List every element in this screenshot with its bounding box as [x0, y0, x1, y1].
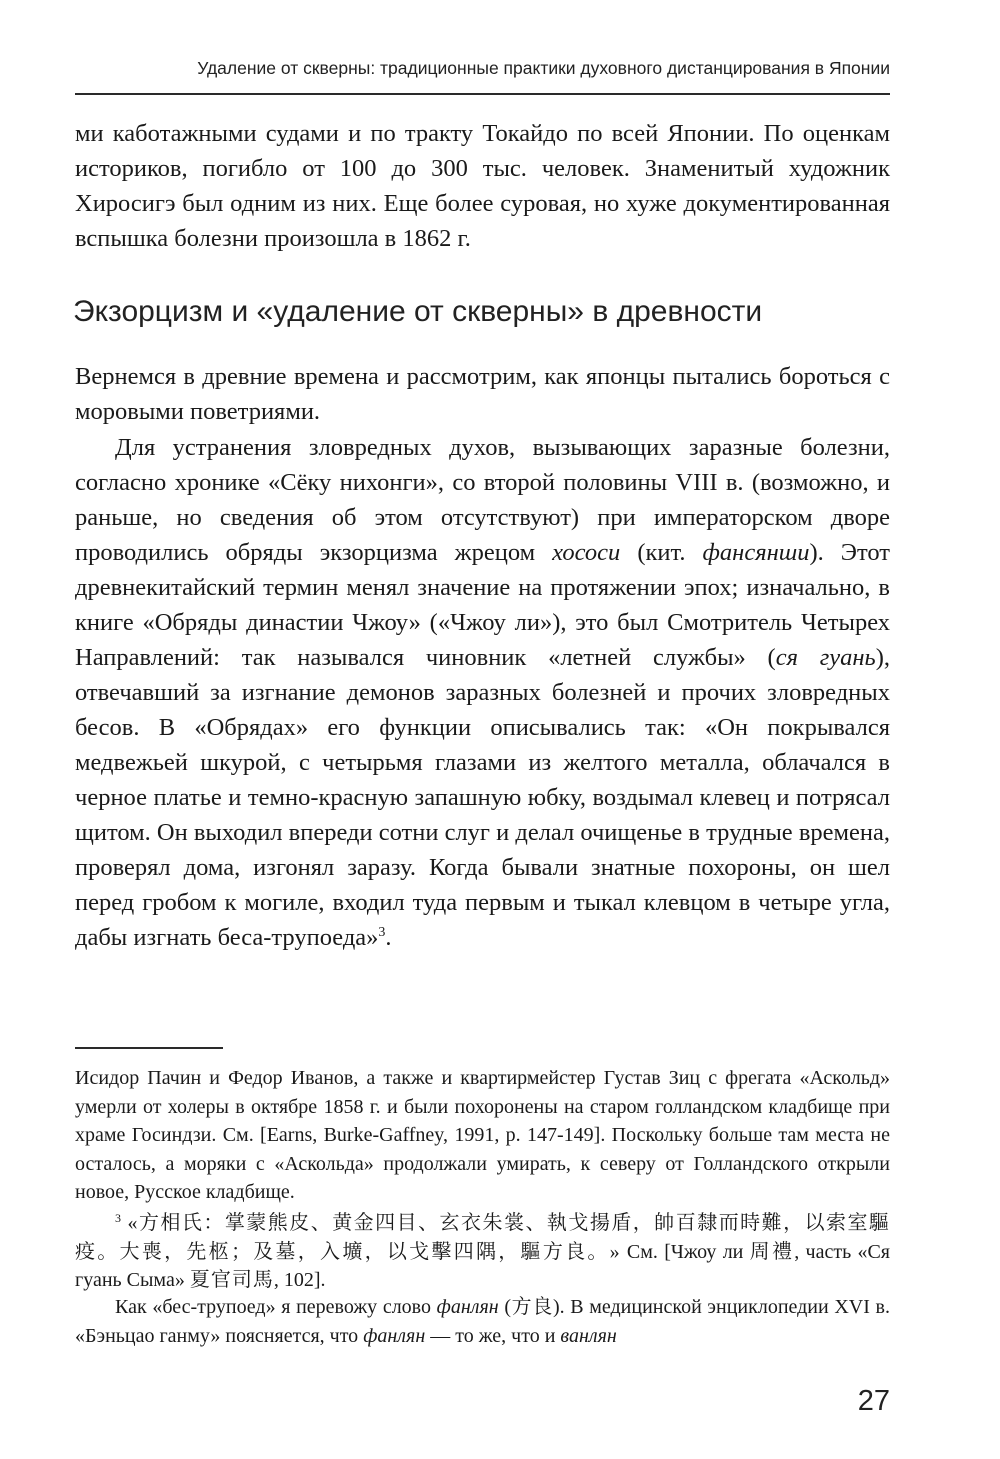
- paragraph-exorcism: [75, 430, 890, 955]
- cjk-title: 夏官司馬: [189, 1269, 274, 1291]
- text-run: ), отвечавший за изгнание демонов заразных болезней и прочих зловредных бесов. В «Обрядах» его функции описывались так: «Он покрывался медвежьей шкурой, с четырьмя глазами из желтого металла, облачался в черное платье и темно-красную запашную юбку, воздымал клевец и потрясал щитом. Он выходил впереди сотни слуг и делал очищенье в трудные времена, проверял дома, изгонял заразу. Когда бывали знатные похороны, он шел перед гробом к могиле, входил туда первым и тыкал клевцом в четыре угла, дабы изгнать беса-трупоеда»: [75, 644, 891, 951]
- text-run: (方良). В медицинской энциклопедии XVI в. «Бэньцао ганму» поясняется, что: [75, 1296, 890, 1347]
- term-fansyanshi: фансянши: [702, 539, 810, 566]
- text-run: (кит.: [620, 539, 703, 566]
- text-run: Как «бес-трупоед» я перевожу слово: [115, 1296, 437, 1318]
- term-fanlyan: фанлян: [436, 1296, 499, 1318]
- footnote-3-continuation: [75, 1293, 890, 1350]
- text-run: См. [Чжоу ли: [620, 1240, 750, 1263]
- term-hososi: хососи: [552, 539, 621, 566]
- footnote-rule: [75, 1047, 223, 1049]
- footnote-reference: 3: [378, 925, 386, 940]
- section-heading: Экзорцизм и «удаление от скверны» в древности: [73, 295, 763, 328]
- header-rule: [75, 93, 890, 95]
- running-head: Удаление от скверны: традиционные практики духовного дистанцирования в Японии: [197, 58, 890, 78]
- cjk-title: 周禮: [749, 1240, 795, 1263]
- text-run: — то же, что и: [425, 1324, 561, 1347]
- text-run: , 102].: [273, 1269, 326, 1291]
- term-sya-guan: ся гуань: [775, 644, 876, 671]
- paragraph-intro: Вернемся в древние времена и рассмотрим, как японцы пытались бороться с моровыми поветриями.: [75, 363, 890, 425]
- footnote-3: [75, 1209, 890, 1295]
- term-fanlyan: фанлян: [363, 1324, 426, 1347]
- page-number: 27: [857, 1385, 890, 1417]
- text-run: ). Этот древнекитайский термин менял значение на протяжении эпох; изначально, в книге «Обряды династии Чжоу» («Чжоу ли»), это был Смотритель Четырех Направлений: так назывался чиновник «летней службы» (: [75, 539, 890, 671]
- term-vanlyan: ванлян: [560, 1324, 617, 1347]
- chinese-quote: «方相氏：掌蒙熊皮、黄金四目、玄衣朱裳、執戈揚盾，帥百隸而時難，以索室驅疫。大喪，先柩；及墓，入壙，以戈擊四隅，驅方良。»: [75, 1212, 890, 1263]
- text-run: , часть «Ся гуань Сыма»: [75, 1240, 891, 1291]
- footnote-continuation: Исидор Пачин и Федор Иванов, а также и квартирмейстер Густав Зиц с фрегата «Аскольд» умерли от холеры в октябре 1858 г. и были похоронены на старом голландском кладбище при храме Госиндзи. См. [Earns, Burke-Gaffney, 1991, p. 147-149]. Поскольку больше там места не осталось, а моряки с «Аскольда» продолжали умирать, к северу от Голландского открыли новое, Русское кладбище.: [75, 1067, 890, 1203]
- paragraph-continuation: ми каботажными судами и по тракту Токайдо по всей Японии. По оценкам историков, погибло от 100 до 300 тыс. человек. Знаменитый художник Хиросигэ был одним из них. Еще более суровая, но хуже документированная вспышка болезни произошла в 1862 г.: [75, 120, 890, 252]
- footnote-number: 3: [115, 1211, 121, 1225]
- text-run: .: [385, 924, 392, 951]
- text-run: Для устранения зловредных духов, вызывающих заразные болезни, согласно хронике «Сёку нихонги», со второй половины VIII в. (возможно, и раньше, но сведения об этом отсутствуют) при императорском дворе проводились обряды экзорцизма жрецом: [75, 434, 890, 566]
